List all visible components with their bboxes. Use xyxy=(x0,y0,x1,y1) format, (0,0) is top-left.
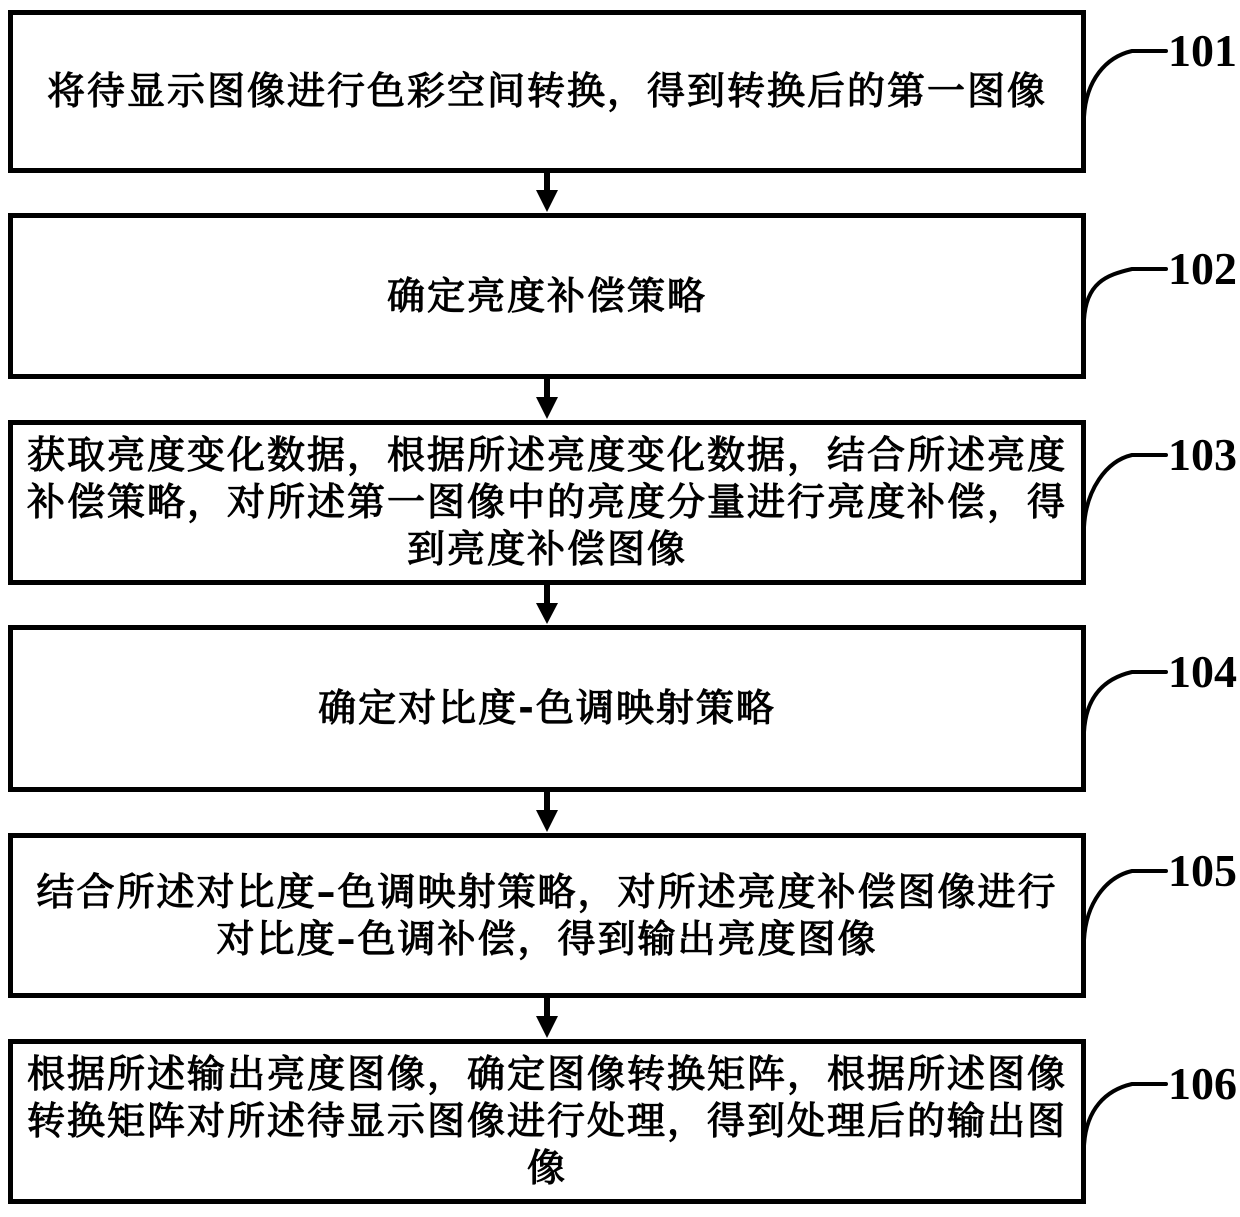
step-105-text-line-1: 结合所述对比度–色调映射策略，对所述亮度补偿图像进行 xyxy=(36,869,1058,914)
leader-curve-105 xyxy=(1084,871,1166,940)
step-103-text-line-3: 到亮度补偿图像 xyxy=(406,527,687,571)
arrow-head-105-106 xyxy=(536,1016,558,1038)
step-106-text-line-3: 像 xyxy=(526,1146,567,1190)
step-104-text: 确定对比度-色调映射策略 xyxy=(318,686,776,730)
arrow-head-101-102 xyxy=(536,190,558,212)
step-106-box xyxy=(8,1039,1086,1204)
step-106-ref-label: 106 xyxy=(1168,1058,1237,1109)
ref-leader-curves xyxy=(1084,51,1166,1146)
step-106-text-line-1: 根据所述输出亮度图像，确定图像转换矩阵，根据所述图像 xyxy=(26,1052,1067,1096)
step-103-text-line-1: 获取亮度变化数据，根据所述亮度变化数据，结合所述亮度 xyxy=(26,433,1067,477)
leader-curve-106 xyxy=(1084,1084,1166,1146)
step-102-ref-label: 102 xyxy=(1168,243,1237,294)
step-101-text: 将待显示图像进行色彩空间转换，得到转换后的第一图像 xyxy=(46,69,1047,113)
step-105-ref-label: 105 xyxy=(1168,845,1237,896)
leader-curve-101 xyxy=(1084,51,1166,117)
step-101-ref-label: 101 xyxy=(1168,25,1237,76)
arrow-head-103-104 xyxy=(536,603,558,624)
step-102-text: 确定亮度补偿策略 xyxy=(386,273,707,318)
step-103-box xyxy=(8,420,1086,585)
step-103-ref-label: 103 xyxy=(1168,429,1237,480)
step-103-text-line-2: 补偿策略，对所述第一图像中的亮度分量进行亮度补偿，得 xyxy=(26,480,1067,524)
step-106-text-line-2: 转换矩阵对所述待显示图像进行处理，得到处理后的输出图 xyxy=(26,1099,1067,1143)
step-104-box xyxy=(8,625,1086,792)
arrow-head-102-103 xyxy=(536,397,558,419)
step-105-text-line-2: 对比度–色调补偿，得到输出亮度图像 xyxy=(216,916,878,961)
leader-curve-102 xyxy=(1084,269,1166,320)
step-102-box xyxy=(8,213,1086,379)
step-105-box xyxy=(8,833,1086,998)
leader-curve-103 xyxy=(1084,455,1166,527)
arrow-head-104-105 xyxy=(536,810,558,832)
step-101-box xyxy=(8,10,1086,173)
leader-curve-104 xyxy=(1084,672,1166,732)
step-104-ref-label: 104 xyxy=(1168,646,1237,697)
